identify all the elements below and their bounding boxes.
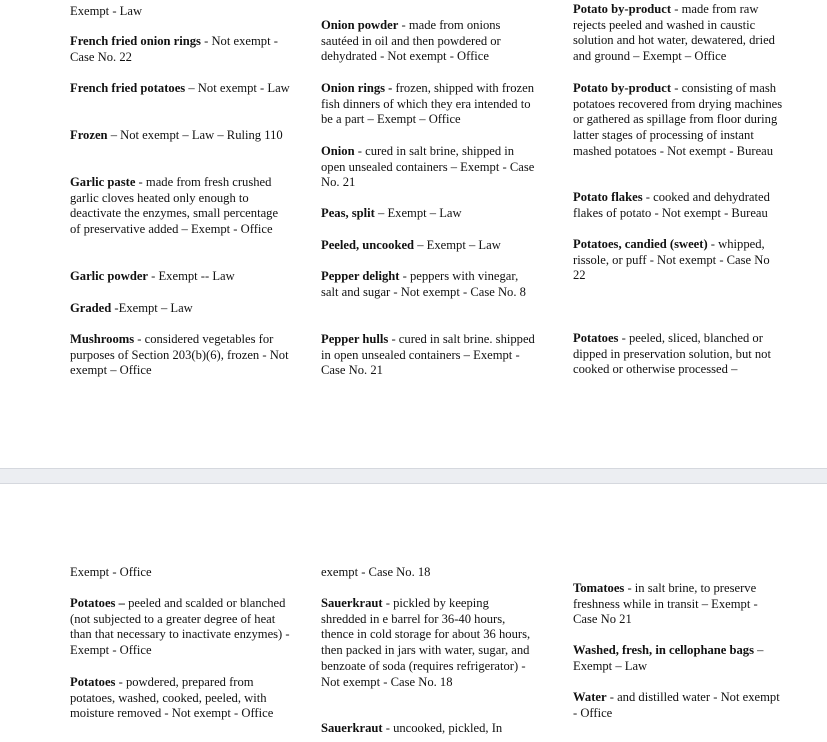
entry-potatoes-candied xyxy=(573,237,785,284)
entry-term: Onion xyxy=(321,144,355,158)
entry-term: Onion powder xyxy=(321,18,399,32)
entry-term: Frozen xyxy=(70,128,108,142)
entry-text: frozen, shipped with frozen fish dinners of which they era intended to be a part – Exempt – Office xyxy=(321,81,535,127)
entry-water xyxy=(573,690,785,721)
entry-text: - whipped, rissole, or puff - Not exempt - Case No 22 xyxy=(573,237,770,283)
entry-term: French fried onion rings xyxy=(70,34,201,48)
entry-term: Peeled, uncooked xyxy=(321,238,415,252)
entry-tomatoes xyxy=(573,581,785,628)
entry-text: - considered vegetables for purposes of Section 203(b)(6), frozen - Not exempt – Office xyxy=(70,332,289,378)
entry-potato-flakes xyxy=(573,190,785,221)
entry-term: Sauerkraut xyxy=(321,596,383,610)
entry-potatoes-scalded xyxy=(70,596,290,659)
entry-text: - Exempt -- Law xyxy=(148,269,235,283)
entry-term: Potato flakes xyxy=(573,190,643,204)
entry-potato-by-product-raw xyxy=(573,2,785,65)
entry-term: Pepper hulls xyxy=(321,332,389,346)
entry-text: - uncooked, pickled, In xyxy=(382,721,503,735)
entry-text: - pickled by keeping shredded in e barrel for 36-40 hours, thence in cold storage for about 36 hours, then packed in jars with water, sugar, and benzoate of soda (requires refrigerator) - Not exempt - Case No. 18 xyxy=(321,596,531,689)
entry-text: - peppers with vinegar, salt and sugar - Not exempt - Case No. 8 xyxy=(321,269,526,299)
entry-term: Onion rings - xyxy=(321,81,393,95)
entry-text: peeled and scalded or blanched (not subjected to a greater degree of heat than that necessary to inactivate enzymes) - Exempt - Office xyxy=(70,596,290,658)
entry-peeled-uncooked xyxy=(321,238,537,254)
entry-text: - cured in salt brine, shipped in open unsealed containers – Exempt - Case No. 21 xyxy=(321,144,535,190)
entry-term: Washed, fresh, in cellophane bags xyxy=(573,643,755,657)
entry-mushrooms xyxy=(70,332,290,379)
entry-text: - made from fresh crushed garlic cloves heated only enough to deactivate the enzymes, small percentage of preservative added – Exempt - Office xyxy=(70,175,279,237)
entry-term: French fried potatoes xyxy=(70,81,186,95)
document-page-2 xyxy=(0,484,827,742)
entry-text: - in salt brine, to preserve freshness while in transit – Exempt - Case No 21 xyxy=(573,581,758,627)
entry-graded xyxy=(70,301,290,317)
entry-text: – Exempt – Law xyxy=(374,206,462,220)
entry-term: Sauerkraut xyxy=(321,721,383,735)
entry-text: - consisting of mash potatoes recovered from drying machines or gathered as spillage from floor during latter stages of processing of instant mashed potatoes - Not exempt - Bureau xyxy=(573,81,783,158)
entry-pepper-delight xyxy=(321,269,537,300)
entry-french-fried-onion-rings xyxy=(70,34,290,65)
entry-term: Garlic powder xyxy=(70,269,148,283)
entry-text: Exempt - Law xyxy=(70,4,143,18)
entry-text: - peeled, sliced, blanched or dipped in preservation solution, but not cooked or otherwise processed – xyxy=(573,331,771,377)
page-separator xyxy=(0,468,827,484)
entry-text: - made from raw rejects peeled and washed in caustic solution and hot water, dewatered, dried and ground – Exempt – Office xyxy=(573,2,775,64)
entry-frozen xyxy=(70,128,290,144)
entry-onion-cured xyxy=(321,144,537,191)
entry-term: Potato by-product xyxy=(573,2,672,16)
entry-text: – Exempt – Law xyxy=(573,643,764,673)
entry-term: Tomatoes xyxy=(573,581,625,595)
entry-exempt-office-continued xyxy=(70,565,290,581)
entry-pepper-hulls xyxy=(321,332,537,379)
entry-exempt-case-18-continued xyxy=(321,565,537,581)
entry-text: exempt - Case No. 18 xyxy=(321,565,431,579)
entry-garlic-paste xyxy=(70,175,290,238)
entry-term: Water xyxy=(573,690,607,704)
entry-text: - and distilled water - Not exempt - Office xyxy=(573,690,780,720)
entry-term: Pepper delight xyxy=(321,269,400,283)
entry-text: – Not exempt - Law xyxy=(185,81,290,95)
entry-text: - cooked and dehydrated flakes of potato - Not exempt - Bureau xyxy=(573,190,770,220)
entry-potatoes-powdered xyxy=(70,675,290,722)
entry-text: - powdered, prepared from potatoes, washed, cooked, peeled, with moisture removed - Not exempt - Office xyxy=(70,675,274,721)
entry-sauerkraut-pickled xyxy=(321,596,537,690)
entry-potatoes-peeled-sliced xyxy=(573,331,785,378)
entry-text: – Not exempt – Law – Ruling 110 xyxy=(107,128,283,142)
entry-washed-fresh xyxy=(573,643,785,674)
entry-text: - made from onions sautéed in oil and then powdered or dehydrated - Not exempt - Office xyxy=(321,18,501,64)
entry-text: Exempt - Office xyxy=(70,565,152,579)
entry-onion-powder xyxy=(321,18,537,65)
entry-term: Potatoes xyxy=(70,675,116,689)
entry-term: Garlic paste xyxy=(70,175,136,189)
entry-sauerkraut-uncooked xyxy=(321,721,537,737)
entry-term: Potatoes – xyxy=(70,596,125,610)
entry-term: Mushrooms xyxy=(70,332,135,346)
entry-term: Potatoes, candied (sweet) xyxy=(573,237,708,251)
entry-french-fried-potatoes xyxy=(70,81,290,97)
entry-text: -Exempt – Law xyxy=(111,301,193,315)
entry-term: Potatoes xyxy=(573,331,619,345)
entry-garlic-powder xyxy=(70,269,290,285)
entry-peas-split xyxy=(321,206,537,222)
entry-text: - cured in salt brine. shipped in open unsealed containers – Exempt - Case No. 21 xyxy=(321,332,535,378)
entry-term: Potato by-product xyxy=(573,81,672,95)
entry-term: Graded xyxy=(70,301,112,315)
entry-exempt-law-continued xyxy=(70,4,290,20)
entry-text: - Not exempt -Case No. 22 xyxy=(70,34,278,64)
entry-onion-rings xyxy=(321,81,537,128)
entry-potato-by-product-mash xyxy=(573,81,785,160)
entry-term: Peas, split xyxy=(321,206,375,220)
entry-text: – Exempt – Law xyxy=(414,238,501,252)
